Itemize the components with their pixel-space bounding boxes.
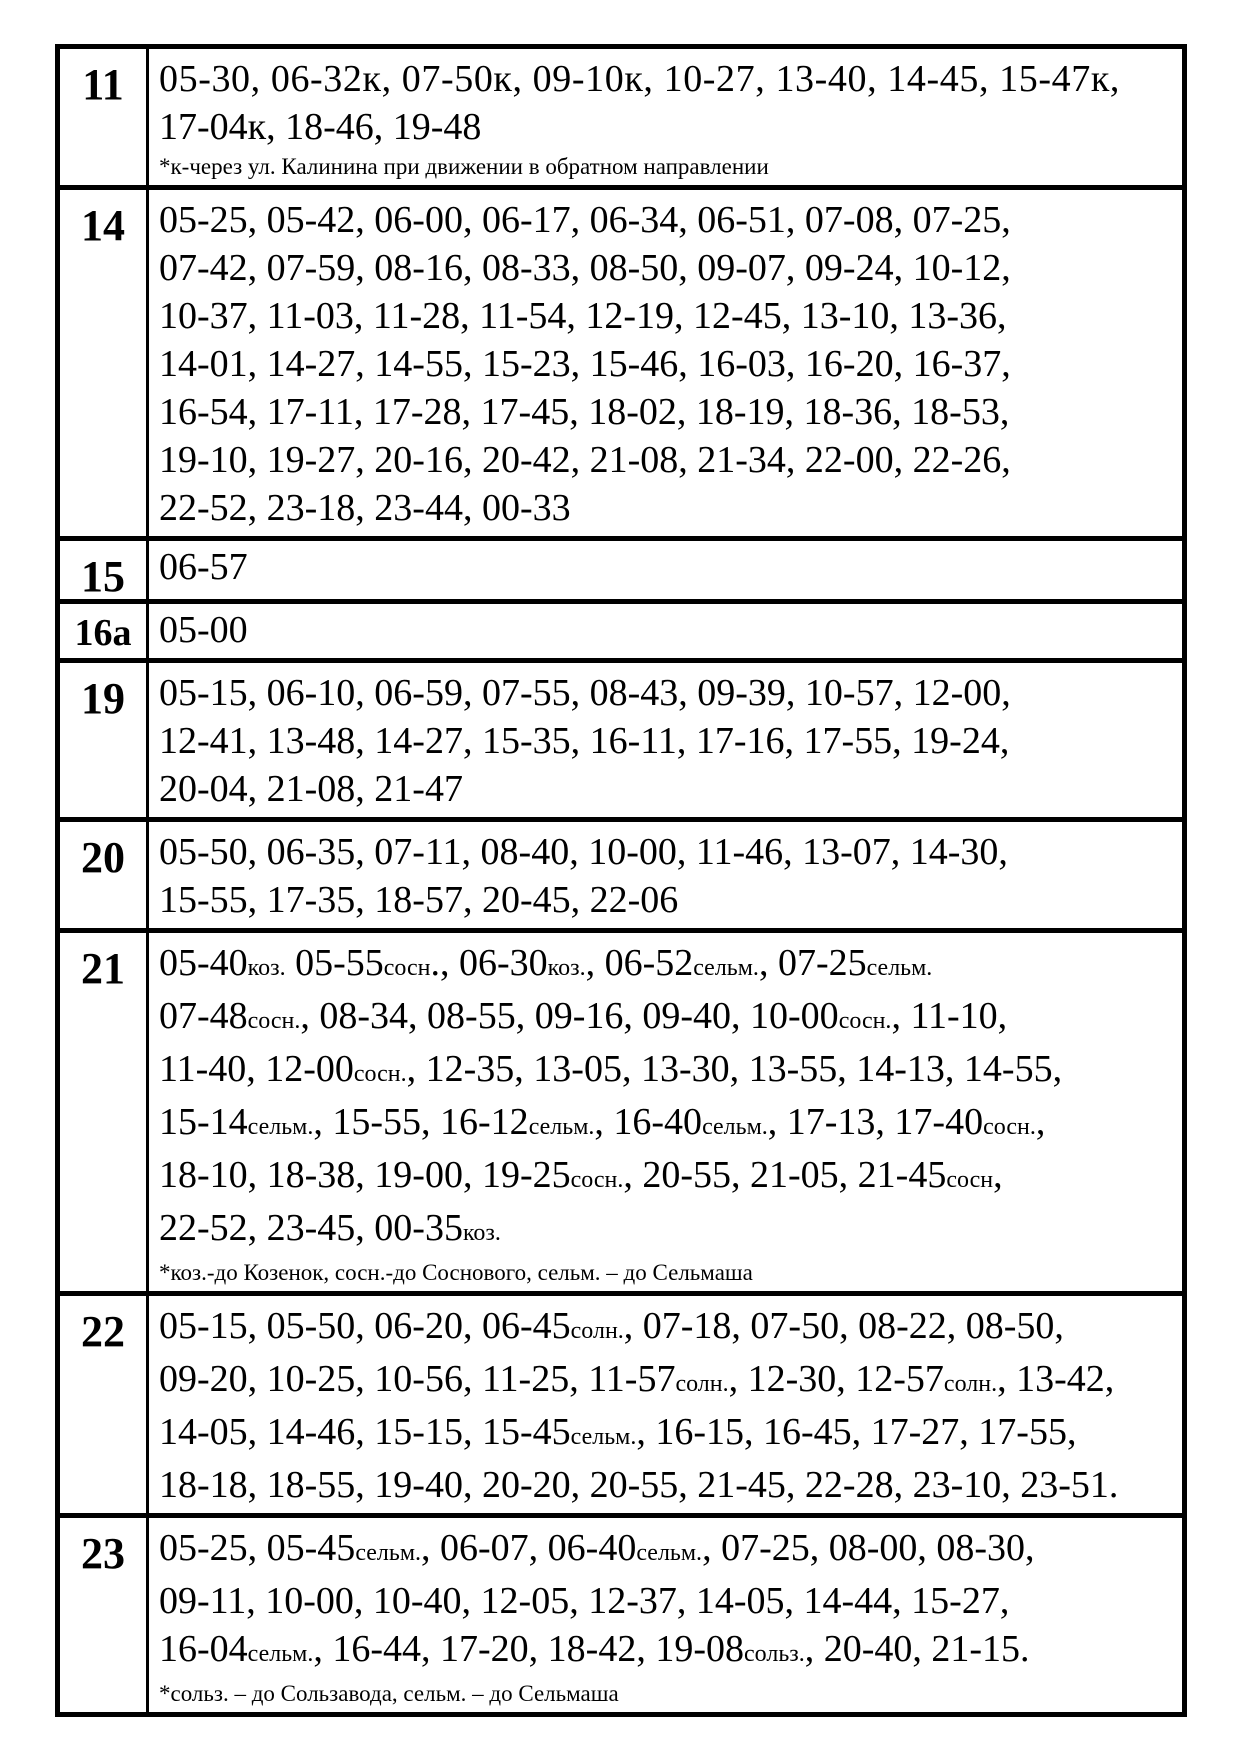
departure-times: , 16-40 (594, 1101, 703, 1143)
departure-times: 16-54, 17-11, 17-28, 17-45, 18-02, 18-19, 18-36, 18-53, (159, 391, 1010, 433)
departure-times: 18-10, 18-38, 19-00, 19-25 (159, 1154, 571, 1196)
route-times (148, 188, 1185, 539)
route-times (148, 602, 1185, 661)
departure-line (159, 765, 1174, 813)
destination-suffix: сольз. (744, 1641, 805, 1667)
departure-times: 17-04к, 18-46, 19-48 (159, 106, 482, 148)
route-number: 21 (58, 931, 148, 1294)
route-row (58, 1294, 1185, 1516)
departure-times: 05-30, 06-32к, 07-50к, 09-10к, 10-27, 13-40, 14-45, 15-47к, (159, 58, 1120, 100)
destination-suffix: солн. (943, 1371, 998, 1397)
departure-line (159, 669, 1174, 717)
departure-times: ., 06-30 (430, 942, 548, 984)
schedule-body (58, 47, 1185, 1715)
route-times (148, 931, 1185, 1294)
departure-times: 07-42, 07-59, 08-16, 08-33, 08-50, 09-07, 09-24, 10-12, (159, 247, 1011, 289)
departure-times: , 20-40, 21-15. (804, 1628, 1030, 1670)
destination-suffix: сельм. (247, 1641, 314, 1667)
departure-times: 10-37, 11-03, 11-28, 11-54, 12-19, 12-45, 13-10, 13-36, (159, 295, 1007, 337)
destination-suffix: сельм. (866, 955, 933, 981)
destination-suffix: сельм. (636, 1540, 703, 1566)
route-footnote: *сольз. – до Сользавода, сельм. – до Сельмаша (159, 1681, 619, 1706)
departure-line (159, 388, 1174, 436)
departure-line (159, 717, 1174, 765)
departure-line (159, 1204, 1174, 1257)
destination-suffix: сельм. (247, 1114, 314, 1140)
route-footnote: *коз.-до Козенок, сосн.-до Соснового, сельм. – до Сельмаша (159, 1260, 753, 1285)
route-times (148, 661, 1185, 820)
destination-suffix: сельм. (693, 955, 759, 981)
route-row (58, 820, 1185, 931)
route-times (148, 1516, 1185, 1715)
departure-times: , 07-25 (758, 942, 867, 984)
departure-times: 05-15, 06-10, 06-59, 07-55, 08-43, 09-39, 10-57, 12-00, (159, 672, 1011, 714)
departure-line (159, 1524, 1174, 1577)
destination-suffix: сосн. (247, 1008, 301, 1034)
departure-times: 15-55, 17-35, 18-57, 20-45, 22-06 (159, 879, 679, 921)
departure-times: 05-40 (159, 942, 248, 984)
departure-times: , 16-44, 17-20, 18-42, 19-08 (313, 1628, 744, 1670)
destination-suffix: сосн. (570, 1167, 624, 1193)
route-number: 14 (58, 188, 148, 539)
departure-line (159, 992, 1174, 1045)
route-row (58, 602, 1185, 661)
departure-times: 14-05, 14-46, 15-15, 15-45 (159, 1411, 571, 1453)
departure-line (159, 55, 1174, 103)
destination-suffix: сельм. (528, 1114, 595, 1140)
departure-line (159, 543, 1174, 591)
departure-line (159, 1151, 1174, 1204)
departure-line (159, 292, 1174, 340)
departure-times: 19-10, 19-27, 20-16, 20-42, 21-08, 21-34, 22-00, 22-26, (159, 439, 1011, 481)
departure-line (159, 828, 1174, 876)
departure-times: , 07-18, 07-50, 08-22, 08-50, (623, 1305, 1064, 1347)
departure-line (159, 103, 1174, 151)
departure-times: , (993, 1154, 1003, 1196)
destination-suffix: сосн. (353, 1061, 407, 1087)
route-row (58, 47, 1185, 188)
route-footnote: *к-через ул. Калинина при движении в обратном направлении (159, 154, 769, 179)
departure-times: 14-01, 14-27, 14-55, 15-23, 15-46, 16-03, 16-20, 16-37, (159, 343, 1011, 385)
departure-times: 05-25, 05-45 (159, 1527, 356, 1569)
route-times (148, 47, 1185, 188)
departure-times: , 12-30, 12-57 (728, 1358, 944, 1400)
departure-line (159, 484, 1174, 532)
route-times (148, 820, 1185, 931)
departure-line (159, 1625, 1174, 1678)
destination-suffix: сельм. (570, 1424, 637, 1450)
departure-line (159, 606, 1174, 654)
departure-line (159, 1408, 1174, 1461)
route-number: 15 (58, 539, 148, 602)
route-row (58, 539, 1185, 602)
departure-line (159, 1461, 1174, 1509)
destination-suffix: сельм. (355, 1540, 422, 1566)
departure-line (159, 1302, 1174, 1355)
departure-times: 05-55 (285, 942, 384, 984)
route-number: 23 (58, 1516, 148, 1715)
departure-times: , 20-55, 21-05, 21-45 (623, 1154, 947, 1196)
departure-times: 05-00 (159, 609, 248, 651)
destination-suffix: сельм. (702, 1114, 768, 1140)
schedule-table (55, 44, 1187, 1717)
departure-times: 06-57 (159, 546, 248, 588)
departure-times: 16-04 (159, 1628, 248, 1670)
route-times (148, 1294, 1185, 1516)
route-number: 11 (58, 47, 148, 188)
departure-line (159, 1355, 1174, 1408)
departure-times: , 12-35, 13-05, 13-30, 13-55, 14-13, 14-55, (406, 1048, 1063, 1090)
departure-times: , 06-07, 06-40 (421, 1527, 637, 1569)
route-row (58, 661, 1185, 820)
departure-times: 18-18, 18-55, 19-40, 20-20, 20-55, 21-45, 22-28, 23-10, 23-51. (159, 1464, 1119, 1506)
departure-line (159, 340, 1174, 388)
departure-times: 15-14 (159, 1101, 248, 1143)
departure-line (159, 939, 1174, 992)
departure-line (159, 1098, 1174, 1151)
departure-times: 07-48 (159, 995, 248, 1037)
departure-times: , 06-52 (585, 942, 694, 984)
departure-line (159, 876, 1174, 924)
departure-line (159, 1045, 1174, 1098)
departure-times: 20-04, 21-08, 21-47 (159, 768, 463, 810)
departure-times: 09-11, 10-00, 10-40, 12-05, 12-37, 14-05, 14-44, 15-27, (159, 1580, 1010, 1622)
departure-times: 22-52, 23-18, 23-44, 00-33 (159, 487, 571, 529)
destination-suffix: коз. (547, 955, 586, 981)
departure-times: 05-15, 05-50, 06-20, 06-45 (159, 1305, 571, 1347)
departure-line (159, 1577, 1174, 1625)
destination-suffix: коз. (247, 955, 286, 981)
departure-line (159, 196, 1174, 244)
departure-times: 11-40, 12-00 (159, 1048, 354, 1090)
departure-times: , 16-15, 16-45, 17-27, 17-55, (636, 1411, 1077, 1453)
destination-suffix: сосн (946, 1167, 994, 1193)
departure-times: 22-52, 23-45, 00-35 (159, 1207, 463, 1249)
route-number: 19 (58, 661, 148, 820)
departure-times: 12-41, 13-48, 14-27, 15-35, 16-11, 17-16, 17-55, 19-24, (159, 720, 1010, 762)
route-times (148, 539, 1185, 602)
route-number: 20 (58, 820, 148, 931)
route-row (58, 931, 1185, 1294)
departure-line (159, 436, 1174, 484)
route-number: 22 (58, 1294, 148, 1516)
destination-suffix: коз. (462, 1220, 501, 1246)
route-number: 16а (58, 602, 148, 661)
departure-times: 05-50, 06-35, 07-11, 08-40, 10-00, 11-46, 13-07, 14-30, (159, 831, 1008, 873)
departure-times: , 08-34, 08-55, 09-16, 09-40, 10-00 (300, 995, 839, 1037)
departure-times: 05-25, 05-42, 06-00, 06-17, 06-34, 06-51, 07-08, 07-25, (159, 199, 1011, 241)
route-row (58, 188, 1185, 539)
departure-times: , 15-55, 16-12 (313, 1101, 529, 1143)
destination-suffix: сосн. (983, 1114, 1036, 1140)
destination-suffix: сосн (383, 955, 431, 981)
departure-times: , 07-25, 08-00, 08-30, (702, 1527, 1035, 1569)
departure-times: , 13-42, (997, 1358, 1115, 1400)
departure-times: 09-20, 10-25, 10-56, 11-25, 11-57 (159, 1358, 676, 1400)
destination-suffix: сосн. (838, 1008, 892, 1034)
route-row (58, 1516, 1185, 1715)
destination-suffix: солн. (570, 1318, 624, 1344)
departure-line (159, 244, 1174, 292)
departure-times: , (1035, 1101, 1046, 1143)
departure-times: , 17-13, 17-40 (767, 1101, 984, 1143)
destination-suffix: солн. (675, 1371, 729, 1397)
departure-times: , 11-10, (891, 995, 1008, 1037)
